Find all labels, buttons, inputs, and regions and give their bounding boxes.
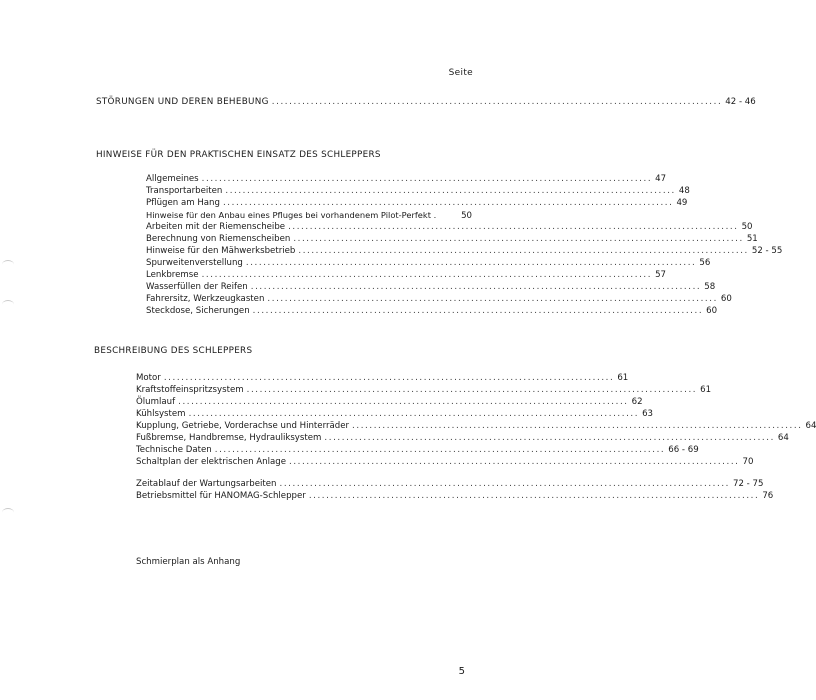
toc-entry: [146, 257, 711, 269]
leader-dots: ........................................................................................................: [271, 97, 723, 107]
toc-page: 72 - 75: [733, 479, 764, 489]
leader-dots: ........................................................................................................: [246, 385, 698, 395]
leader-dots: ........................................................................................................: [245, 258, 697, 268]
leader-dots: ........................................................................................................: [214, 445, 666, 455]
toc-entry: [136, 490, 774, 502]
toc-page: 60: [720, 294, 732, 304]
toc-page: 66 - 69: [668, 445, 699, 455]
toc-page: 62: [631, 397, 643, 407]
toc-label: Kühlsystem: [136, 409, 186, 419]
toc-entry: [136, 396, 643, 408]
leader-dots: ........................................................................................................: [308, 491, 760, 501]
leader-dots: ........................................................................................................: [324, 433, 775, 443]
leader-dots: ........................................................................................................: [163, 373, 615, 383]
section-heading-beschreibung: BESCHREIBUNG DES SCHLEPPERS: [94, 346, 253, 356]
toc-label: Arbeiten mit der Riemenscheibe: [146, 222, 286, 232]
toc-entry: [136, 420, 816, 432]
toc-page: 50: [741, 222, 753, 232]
toc-entry: [146, 221, 753, 233]
section-heading-hinweise: HINWEISE FÜR DEN PRAKTISCHEN EINSATZ DES SCHLEPPERS: [96, 150, 381, 160]
toc-label: Berechnung von Riemenscheiben: [146, 234, 291, 244]
toc-label: Zeitablauf der Wartungsarbeiten: [136, 479, 277, 489]
toc-page: 57: [655, 270, 667, 280]
toc-page: 56: [699, 258, 711, 268]
leader-dots: ........................................................................................................: [288, 222, 739, 232]
toc-page: 64: [777, 433, 789, 443]
toc-entry: [146, 245, 783, 257]
toc-entry: [146, 233, 758, 245]
toc-entry: [146, 185, 690, 197]
leader-dots: ........................................................................................................: [222, 198, 674, 208]
toc-entry: [136, 384, 712, 396]
toc-label: Steckdose, Sicherungen: [146, 306, 250, 316]
leader-dots: ........................................................................................................: [201, 174, 653, 184]
toc-label: Hinweise für den Anbau eines Pfluges bei vorhandenem Pilot-Perfekt .: [146, 210, 437, 220]
toc-entry: [146, 269, 667, 281]
toc-page: 70: [742, 457, 754, 467]
toc-label: Fahrersitz, Werkzeugkasten: [146, 294, 265, 304]
toc-label: Betriebsmittel für HANOMAG-Schlepper: [136, 491, 306, 501]
leader-dots: ........................................................................................................: [225, 186, 676, 196]
leader-dots: ........................................................................................................: [352, 421, 803, 431]
toc-page: 48: [678, 186, 690, 196]
toc-page: 60: [706, 306, 718, 316]
leader-dots: ........................................................................................................: [252, 306, 704, 316]
toc-label: Pflügen am Hang: [146, 198, 220, 208]
toc-label: Kraftstoffeinspritzsystem: [136, 385, 244, 395]
leader-dots: ........................................................................................................: [289, 457, 740, 467]
leader-dots: ........................................................................................................: [188, 409, 640, 419]
toc-label: Spurweitenverstellung: [146, 258, 243, 268]
toc-label: Fußbremse, Handbremse, Hydrauliksystem: [136, 433, 322, 443]
toc-label: Motor: [136, 373, 161, 383]
toc-entry: [146, 293, 732, 305]
toc-entry: [136, 408, 653, 420]
toc-label: Wasserfüllen der Reifen: [146, 282, 248, 292]
toc-page: 52 - 55: [751, 246, 783, 256]
toc-entry: [146, 281, 716, 293]
appendix-note: Schmierplan als Anhang: [136, 557, 241, 567]
leader-dots: ........................................................................................................: [201, 270, 653, 280]
toc-page: 50: [461, 211, 472, 221]
toc-label: Technische Daten: [136, 445, 212, 455]
scan-mark: [2, 300, 14, 309]
toc-entry: [136, 432, 789, 444]
toc-page: 61: [617, 373, 629, 383]
scan-mark: [2, 260, 14, 269]
toc-label: Allgemeines: [146, 174, 199, 184]
page-number: 5: [458, 666, 465, 677]
toc-page: 63: [642, 409, 653, 419]
toc-entry: [146, 173, 667, 185]
toc-page: 47: [655, 174, 667, 184]
toc-label: Lenkbremse: [146, 270, 199, 280]
toc-page: 76: [762, 491, 774, 501]
toc-entry: [136, 444, 699, 456]
seite-label: Seite: [448, 68, 473, 78]
scan-mark: [2, 508, 14, 517]
leader-dots: ........................................................................................................: [293, 234, 744, 244]
toc-page: 51: [746, 234, 758, 244]
toc-page: 61: [700, 385, 712, 395]
toc-page: 58: [704, 282, 716, 292]
toc-label: Ölumlauf: [136, 397, 176, 407]
toc-heading: STÖRUNGEN UND DEREN BEHEBUNG: [96, 97, 269, 107]
leader-dots: ........................................................................................................: [298, 246, 749, 256]
leader-dots: ........................................................................................................: [178, 397, 629, 407]
toc-page: 42 - 46: [725, 97, 756, 107]
leader-dots: ........................................................................................................: [250, 282, 702, 292]
toc-entry-stoerungen: [96, 96, 756, 108]
toc-entry: [146, 197, 688, 209]
toc-label: Schaltplan der elektrischen Anlage: [136, 457, 287, 467]
toc-page: 64: [805, 421, 816, 431]
leader-dots: ........................................................................................................: [279, 479, 730, 489]
toc-label: Transportarbeiten: [146, 186, 223, 196]
toc-label: Hinweise für den Mähwerksbetrieb: [146, 246, 296, 256]
toc-page: 49: [676, 198, 688, 208]
toc-entry: [136, 456, 754, 468]
leader-dots: ........................................................................................................: [267, 294, 718, 304]
toc-entry: [136, 478, 764, 490]
toc-entry: [146, 305, 718, 317]
toc-entry: [136, 372, 629, 384]
toc-label: Kupplung, Getriebe, Vorderachse und Hinterräder: [136, 421, 350, 431]
